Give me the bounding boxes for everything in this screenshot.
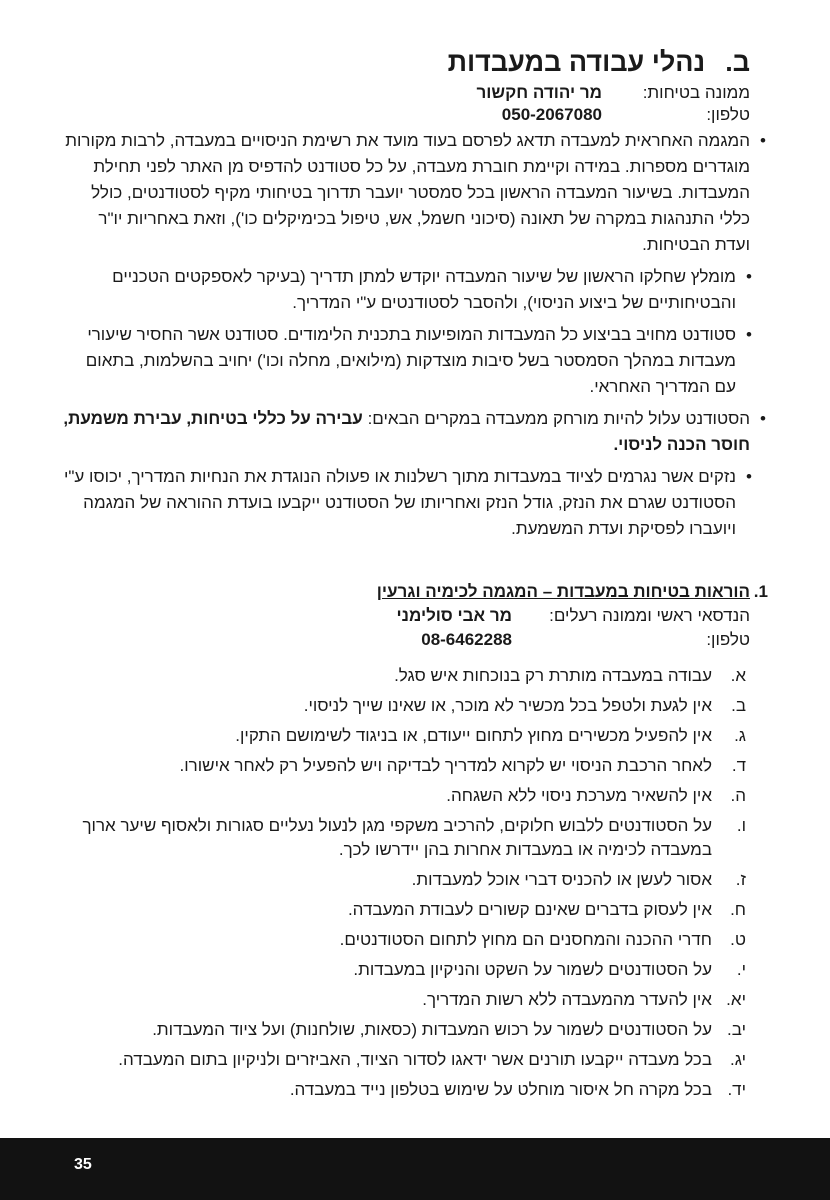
rule-letter: ה. <box>730 786 746 805</box>
rule-letter: יג. <box>730 1050 746 1069</box>
rule-letter: ח. <box>730 900 746 919</box>
rule-item <box>62 928 750 952</box>
page-content <box>62 42 768 1108</box>
rule-item <box>62 868 750 892</box>
lab-safety-section <box>62 580 768 1102</box>
bullet-bold-text: עבירה על כללי בטיחות, עבירת משמעת, חוסר הכנה לניסוי. <box>63 409 750 454</box>
section-number: 1. <box>753 582 768 601</box>
rule-letter: י. <box>736 960 746 979</box>
rule-letter: ג. <box>734 726 746 745</box>
heading-title: נהלי עבודה במעבדות <box>447 47 706 77</box>
rule-letter: ז. <box>735 870 746 889</box>
section-title <box>62 580 768 604</box>
bullet-icon: • <box>746 325 752 344</box>
safety-officer-name: מר יהודה חקשור <box>476 83 602 102</box>
rule-item <box>62 694 750 718</box>
engineer-line <box>62 604 750 628</box>
engineer-label: הנדסאי ראשי וממונה רעלים: <box>549 606 750 625</box>
rule-item <box>62 664 750 688</box>
rule-letter: ו. <box>736 816 746 835</box>
rule-letter: יד. <box>727 1080 746 1099</box>
engineer-name: מר אבי סולימני <box>396 606 512 625</box>
rule-letter: א. <box>730 666 746 685</box>
rule-item <box>62 958 750 982</box>
section-title-text: הוראות בטיחות במעבדות – המגמה לכימיה וגרעין <box>376 582 750 601</box>
safety-officer-line <box>62 82 750 104</box>
safety-rules-list <box>62 664 750 1102</box>
phone-line <box>62 104 750 126</box>
bullet-item <box>62 128 766 258</box>
rule-text: בכל מעבדה ייקבעו תורנים אשר ידאגו לסדור הציוד, האביזרים ולניקיון בתום המעבדה. <box>118 1050 712 1069</box>
bullet-item <box>62 464 752 542</box>
bullet-icon: • <box>760 131 766 150</box>
rule-item <box>62 754 750 778</box>
rule-text: אין לגעת ולטפל בכל מכשיר לא מוכר, או שאינו שייך לניסוי. <box>303 696 712 715</box>
rule-text: בכל מקרה חל איסור מוחלט על שימוש בטלפון נייד במעבדה. <box>289 1080 712 1099</box>
section-phone-number: 08-6462288 <box>421 630 512 649</box>
bullet-text: הסטודנט עלול להיות מורחק ממעבדה במקרים הבאים: <box>367 409 750 428</box>
bullet-icon: • <box>746 267 752 286</box>
rule-text: על הסטודנטים לשמור על השקט והניקיון במעבדות. <box>353 960 712 979</box>
bullet-item <box>62 264 752 316</box>
rule-text: אין להעדר מהמעבדה ללא רשות המדריך. <box>422 990 712 1009</box>
section-phone-label: טלפון: <box>706 630 750 649</box>
page-footer <box>0 1138 830 1200</box>
rule-item <box>62 1018 750 1042</box>
phone-label: טלפון: <box>706 105 750 124</box>
section-heading <box>62 42 750 82</box>
rule-letter: ב. <box>731 696 746 715</box>
rule-letter: ד. <box>731 756 746 775</box>
phone-number: 050-2067080 <box>501 105 602 124</box>
rule-text: אין להפעיל מכשירים מחוץ לתחום ייעודם, או בניגוד לשימושם התקין. <box>235 726 712 745</box>
rule-text: אין לעסוק בדברים שאינם קשורים לעבודת המעבדה. <box>347 900 712 919</box>
safety-officer-label: ממונה בטיחות: <box>642 83 750 102</box>
page-number: 35 <box>74 1156 92 1173</box>
bullet-text: המגמה האחראית למעבדה תדאג לפרסם בעוד מועד את רשימת הניסויים במעבדה, לרבות מקורות מוגדרים מספרות. במידה וקיימת חוברת מעבדה, על כל סטודנט להדפיס מן האתר לפני תחילת המעבדות. בשיעור המעבדה הראשון בכל סמסטר יועבר תדרוך בטיחותי מקיף לסטודנטים, כולל כללי התנהגות במקרה של תאונה (סיכוני חשמל, אש, טיפול בכימיקלים כו'), וזאת באחריות יו"ר ועדת הבטיחות. <box>65 131 750 254</box>
rule-text: אין להשאיר מערכת ניסוי ללא השגחה. <box>446 786 712 805</box>
procedure-bullets <box>62 128 766 542</box>
bullet-icon: • <box>760 409 766 428</box>
rule-item <box>62 814 750 862</box>
rule-item <box>62 784 750 808</box>
bullet-text: מומלץ שחלקו הראשון של שיעור המעבדה יוקדש למתן תדריך (בעיקר לאספקטים הטכניים והבטיחותיים של ביצוע הניסוי), ולהסבר לסטודנטים ע"י המדריך. <box>112 267 736 312</box>
rule-text: אסור לעשן או להכניס דברי אוכל למעבדות. <box>411 870 712 889</box>
rule-item <box>62 988 750 1012</box>
rule-text: חדרי ההכנה והמחסנים הם מחוץ לתחום הסטודנטים. <box>339 930 712 949</box>
rule-item <box>62 898 750 922</box>
rule-letter: ט. <box>730 930 746 949</box>
rule-text: עבודה במעבדה מותרת רק בנוכחות איש סגל. <box>394 666 712 685</box>
rule-letter: יא. <box>726 990 746 1009</box>
rule-text: לאחר הרכבת הניסוי יש לקרוא למדריך לבדיקה ויש להפעיל רק לאחר אישורו. <box>179 756 712 775</box>
bullet-text: סטודנט מחויב בביצוע כל המעבדות המופיעות בתכנית הלימודים. סטודנט אשר החסיר שיעורי מעבדות במהלך הסמסטר בשל סיבות מוצדקות (מילואים, מחלה וכו') יחויב בהשלמות, בתאום עם המדריך האחראי. <box>85 325 736 396</box>
rule-text: על הסטודנטים לשמור על רכוש המעבדות (כסאות, שולחנות) ועל ציוד המעבדות. <box>152 1020 712 1039</box>
bullet-item <box>62 406 766 458</box>
rule-text: על הסטודנטים ללבוש חלוקים, להרכיב משקפי מגן לנעול נעליים סגורות ולאסוף שיער ארוך במעבדה לכימיה או במעבדות אחרות בהן יידרשו לכך. <box>82 816 712 859</box>
rule-item <box>62 1048 750 1072</box>
rule-letter: יב. <box>727 1020 746 1039</box>
bullet-text: נזקים אשר נגרמים לציוד במעבדות מתוך רשלנות או פעולה הנוגדת את הנחיות המדריך, יכוסו ע"י הסטודנט שגרם את הנזק, גודל הנזק ואחריותו של הסטודנט ייקבעו בועדת ההוראה של המגמה ויועברו לפסיקת ועדת המשמעת. <box>63 467 736 538</box>
rule-item <box>62 724 750 748</box>
section-phone-line <box>62 628 750 652</box>
bullet-item <box>62 322 752 400</box>
bullet-icon: • <box>746 467 752 486</box>
heading-number: ב. <box>725 47 750 77</box>
rule-item <box>62 1078 750 1102</box>
